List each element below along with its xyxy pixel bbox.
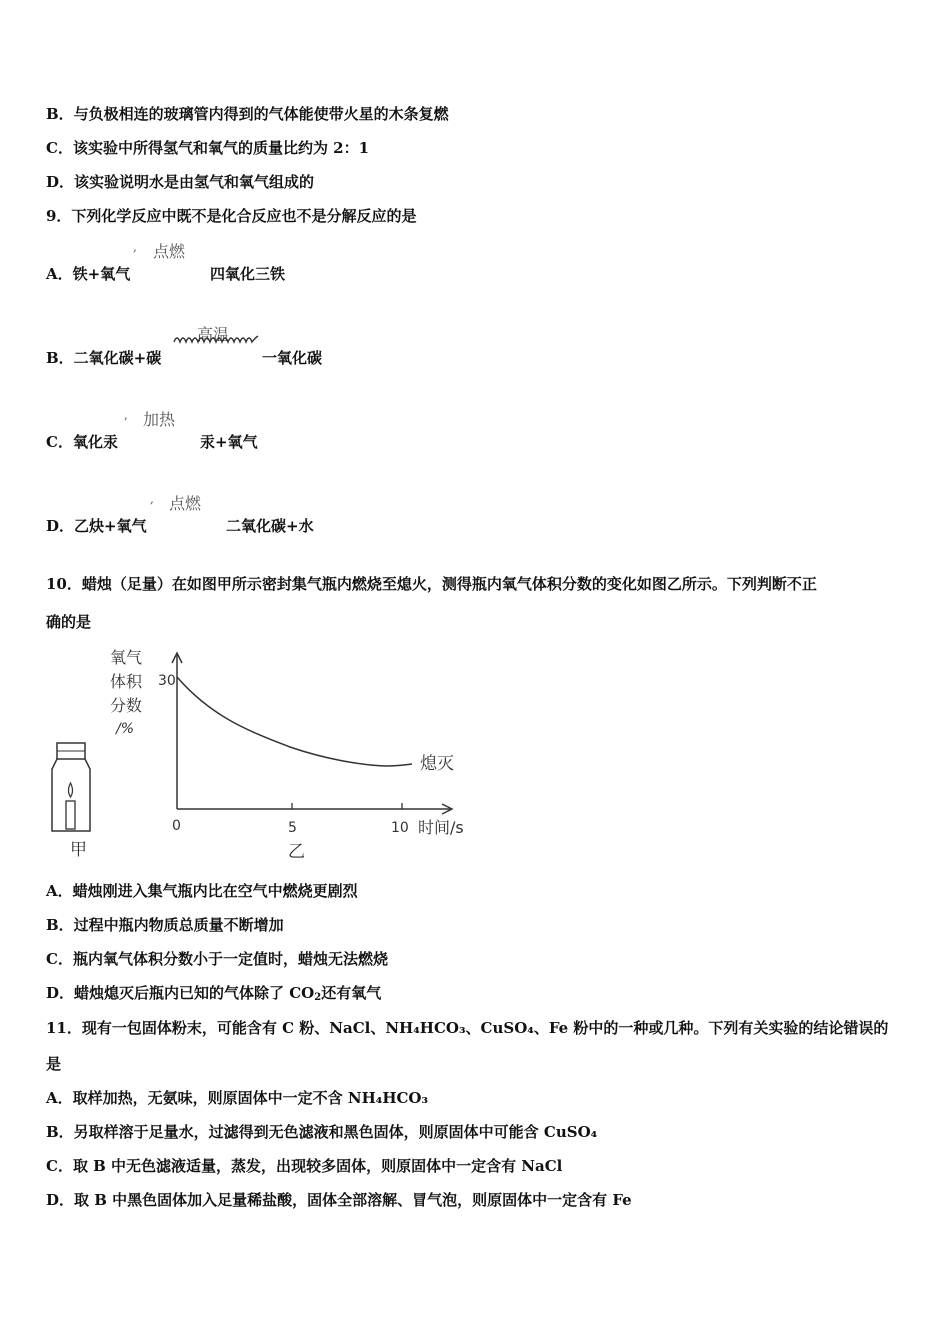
q10-option-d-pre: D．蜡烛熄灭后瓶内已知的气体除了 CO [46,984,315,1002]
q9-stem: 9．下列化学反应中既不是化合反应也不是分解反应的是 [46,207,417,225]
q10-option-b: B．过程中瓶内物质总质量不断增加 [46,916,284,934]
q9-option-d-right: 二氧化碳+水 [226,517,314,535]
q10-stem-line2: 确的是 [46,613,92,631]
ylabel-line2: 体积 [110,672,143,691]
q11-stem-line2: 是 [46,1055,62,1073]
q10-option-c: C．瓶内氧气体积分数小于一定值时，蜡烛无法燃烧 [46,950,388,968]
q8-option-c: C．该实验中所得氢气和氧气的质量比约为 2：1 [46,139,370,157]
bottle-jia-icon [52,743,90,831]
q9-option-d-left: D．乙炔+氧气 [46,517,147,535]
y-tick-30: 30 [158,673,176,689]
label-jia: 甲 [70,840,87,860]
q10-option-d-post: 还有氧气 [321,984,382,1002]
x-tick-label-5: 5 [288,820,297,836]
q9-option-b-left: B．二氧化碳+碳 [46,349,162,367]
q11-option-a: A．取样加热，无氨味，则原固体中一定不含 NH₄HCO₃ [46,1089,429,1107]
q11-stem-line1: 11．现有一包固体粉末，可能含有 C 粉、NaCl、NH₄HCO₃、CuSO₄、Fe 粉中的一种或几种。下列有关实验的结论错误的 [46,1019,889,1037]
x-tick-label-0: 0 [172,818,181,834]
q9-option-a-left: A．铁+氧气 [46,265,131,283]
q11-option-b: B．另取样溶于足量水，过滤得到无色滤液和黑色固体，则原固体中可能含 CuSO₄ [46,1123,598,1141]
q9-option-c-right: 汞+氧气 [200,433,258,451]
ylabel-line1: 氧气 [110,648,143,667]
ylabel-line4: /% [116,721,135,737]
condition-dot: , [133,240,137,254]
q9-b-arrow-glyph [172,328,262,346]
q10-option-d [46,982,381,1003]
q10-figure [40,645,480,865]
oxygen-curve [177,677,412,766]
q10-option-d-sub: 2 [314,992,322,1003]
curve-label-extinguish: 熄灭 [420,754,454,774]
condition-dot: , [124,408,128,422]
q10-option-a: A．蜡烛刚进入集气瓶内比在空气中燃烧更剧烈 [46,882,358,900]
q9-a-condition: 点燃 [153,242,186,261]
label-yi: 乙 [288,842,305,862]
x-axis-label: 时间/s [418,818,464,837]
condition-dot: , [150,492,154,506]
q9-d-condition: 点燃 [169,494,202,513]
q11-option-d: D．取 B 中黑色固体加入足量稀盐酸，固体全部溶解、冒气泡，则原固体中一定含有 Fe [46,1191,632,1209]
q9-c-condition: 加热 [143,410,176,429]
q8-option-d: D．该实验说明水是由氢气和氧气组成的 [46,173,315,191]
ylabel-line3: 分数 [110,696,143,715]
q8-option-b: B．与负极相连的玻璃管内得到的气体能使带火星的木条复燃 [46,105,449,123]
q9-b-condition: 高温 [197,325,230,344]
x-tick-label-10: 10 [391,820,409,836]
q10-stem-line1: 10．蜡烛（足量）在如图甲所示密封集气瓶内燃烧至熄火，测得瓶内氧气体积分数的变化如图乙所示。下列判断不正 [46,575,817,593]
q9-option-c-left: C．氧化汞 [46,433,118,451]
q9-option-b-right: 一氧化碳 [262,349,323,367]
q11-option-c: C．取 B 中无色滤液适量，蒸发，出现较多固体，则原固体中一定含有 NaCl [46,1157,563,1175]
q9-option-a-right: 四氧化三铁 [210,265,286,283]
